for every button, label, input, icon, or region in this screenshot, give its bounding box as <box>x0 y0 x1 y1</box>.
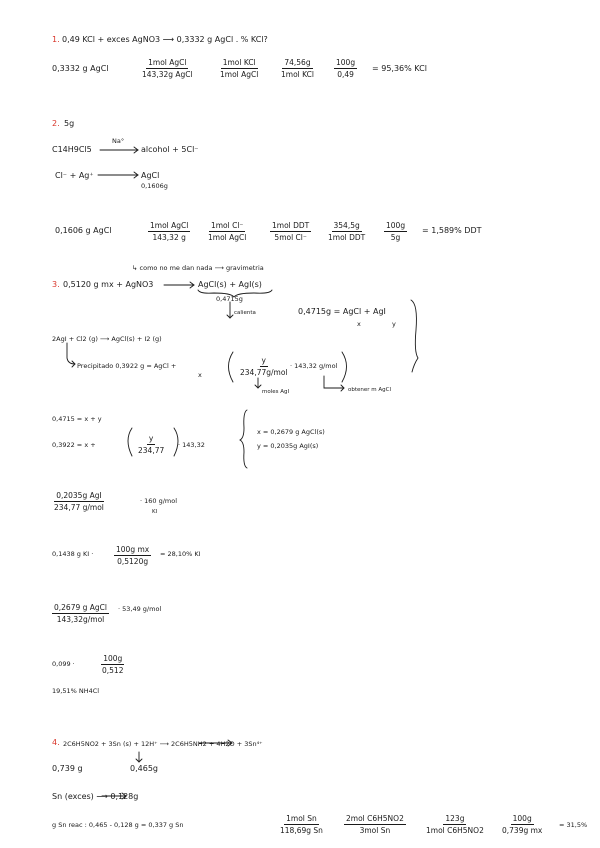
problem-1-number: 1. <box>52 35 60 44</box>
p3-nh4cl-result: 19,51% NH4Cl <box>52 687 100 695</box>
p2-precip-mass: 0,1606g <box>141 182 168 190</box>
p1-factor-1: 1mol AgCl 143,32g AgCl <box>142 58 193 79</box>
p3-system-eq-2: 0,3922 = x + <box>52 441 96 449</box>
p3-paren-right <box>342 352 347 382</box>
p3-gravimetry-note: ↳ como no me dan nada ⟶ gravimetria <box>132 264 264 272</box>
p3-ki-fraction: 0,2035g AgI 234,77 g/mol <box>54 491 104 512</box>
p3-hook-arrow <box>67 343 75 364</box>
problem-1-statement: 0,49 KCl + exces AgNO3 ⟶ 0,3332 g AgCl . % KCl? <box>62 35 268 44</box>
p1-factor-2: 1mol KCl 1mol AgCl <box>220 58 259 79</box>
p2-factor-2: 1mol Cl⁻ 1mol AgCl <box>208 221 247 242</box>
p2-precip-reaction: Cl⁻ + Ag⁺ <box>55 171 94 180</box>
p1-factor-3: 74,56g 1mol KCl <box>281 58 314 79</box>
p3-precipitado: Precipitado 0,3922 g = AgCl + <box>77 362 177 370</box>
p4-factor-2: 2mol C6H5NO2 3mol Sn <box>346 814 404 835</box>
p4-result: = 31,5% <box>559 821 588 829</box>
p3-reaction: 0,5120 g mx + AgNO3 <box>63 280 154 289</box>
p3-solution-y: y = 0,2035g AgI(s) <box>257 442 319 450</box>
p1-start-quantity: 0,3332 g AgCl <box>52 64 109 73</box>
p2-factor-3: 1mol DDT 5mol Cl⁻ <box>272 221 310 242</box>
p3-get-agcl: obtener m AgCl <box>348 387 392 393</box>
p3-obtain-arrow <box>324 376 344 388</box>
p3-mass-equation: 0,4715g = AgCl + AgI <box>298 307 386 316</box>
p4-factor-4: $\frac{100g}{\text{0,739g mx}}$ <box>502 814 543 835</box>
p3-moles-agi: moles AgI <box>262 389 290 395</box>
p3-nh4cl-fraction: 0,2679 g AgCl 143,32g/mol <box>54 603 107 624</box>
p3-ki-percent-fraction: $\frac{\text{100g mx}}{0,5120g}$ <box>116 545 150 566</box>
p3-precipitate-mass: 0,4715g <box>216 295 243 303</box>
p4-sn-excess: Sn (exces) ⟶ 0,128g <box>52 792 139 801</box>
p3-paren-left <box>229 352 234 382</box>
p3-solution-x: x = 0,2679 g AgCl(s) <box>257 428 325 436</box>
p1-factor-4: $\frac{100g}{0,49}$ <box>336 58 356 79</box>
problem-4-number: 4. <box>52 738 60 747</box>
p2-factor-1: 1mol AgCl 143,32 g <box>150 221 189 242</box>
p3-agi-factor: · 143,32 g/mol <box>290 362 338 370</box>
p4-sn-mass: 0,465g <box>130 764 158 773</box>
p4-sn-reacted: g Sn reac : 0,465 - 0,128 g = 0,337 g Sn <box>52 821 184 829</box>
p3-nh4cl-molar-mass: · 53,49 g/mol <box>118 605 162 613</box>
p2-factor-5: $\frac{100g}{5g}$ <box>386 221 406 242</box>
p3-system-brace <box>240 410 247 468</box>
p4-equation: 2C6H5NO2 + 3Sn (s) + 12H⁺ ⟶ 2C6H5NH2 + 4H2O + 3Sn⁴⁺ <box>63 740 263 748</box>
p3-ki-result: = 28,10% KI <box>160 550 201 558</box>
p4-sample-mass: 0,739 g <box>52 764 83 773</box>
p3-precipitate: AgCl(s) + AgI(s) <box>198 280 262 289</box>
p2-arrow-label: Na° <box>112 137 125 145</box>
p2-reactant: C14H9Cl5 <box>52 145 92 154</box>
p3-x-label: x <box>357 320 361 328</box>
p2-result: = 1,589% DDT <box>422 226 482 235</box>
p3-right-bracket <box>411 300 418 372</box>
p2-start-quantity: 0,1606 g AgCl <box>55 226 112 235</box>
p3-precip-x: x <box>198 371 202 379</box>
p3-nh4cl-percent-fraction: $\frac{100g}{0,512}$ <box>102 654 124 675</box>
p2-precip-product: AgCl <box>141 171 160 180</box>
p3-nh4cl-mass: 0,099 · <box>52 660 75 668</box>
p3-system-eq-1: 0,4715 = x + y <box>52 415 102 423</box>
p1-result: = 95,36% KCl <box>372 64 427 73</box>
p2-products: alcohol + 5Cl⁻ <box>141 145 199 154</box>
p3-y-label: y <box>392 320 396 328</box>
p3-heat-label: calienta <box>234 310 256 316</box>
p2-factor-4: 354,5g 1mol DDT <box>328 221 366 242</box>
problem-3-number: 3. <box>52 280 60 289</box>
p3-system-factor: · 143,32 <box>178 441 205 449</box>
p3-system-fraction: $\frac{y}{234,77}$ <box>138 434 165 455</box>
p3-ki-unit: KI <box>152 509 158 515</box>
p4-factor-1: 1mol Sn 118,69g Sn <box>280 814 323 835</box>
p2-sample-mass: 5g <box>64 119 75 128</box>
p3-chlorination: 2AgI + Cl2 (g) ⟶ AgCl(s) + I2 (g) <box>52 335 162 343</box>
p3-ki-mass: 0,1438 g KI · <box>52 550 94 558</box>
problem-2-number: 2. <box>52 119 60 128</box>
p4-factor-3: 123g 1mol C6H5NO2 <box>426 814 484 835</box>
p3-agi-fraction: y 234,77g/mol <box>240 356 288 377</box>
p3-ki-molar-mass: · 160 g/mol <box>140 497 178 505</box>
p3-underbrace <box>198 290 272 297</box>
